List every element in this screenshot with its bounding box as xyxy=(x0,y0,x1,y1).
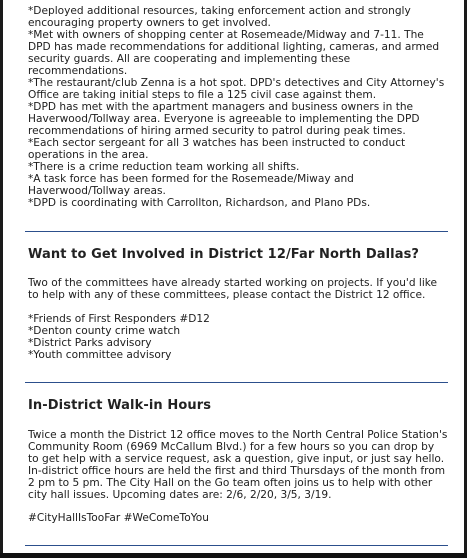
police-action-item: *DPD is coordinating with Carrollton, Richardson, and Plano PDs. xyxy=(28,197,371,209)
committee-list xyxy=(28,313,448,361)
police-action-item: *A task force has been formed for the Rosemeade/Miway and Haverwood/Tollway areas. xyxy=(28,173,354,197)
section-divider xyxy=(25,231,448,232)
get-involved-heading: Want to Get Involved in District 12/Far North Dallas? xyxy=(28,247,420,262)
bottom-border xyxy=(0,553,467,558)
committee-item: *Youth committee advisory xyxy=(28,349,172,361)
police-action-item: *DPD has met with the apartment managers and business owners in the Haverwood/Tollway area. Everyone is agreeable to implementing the DPD recommendations of hiring armed security to patrol during peak times. xyxy=(28,101,420,137)
police-action-item: *The restaurant/club Zenna is a hot spot. DPD's detectives and City Attorney's Office are taking initial steps to file a 125 civil case against them. xyxy=(28,77,445,101)
police-action-item: *Deployed additional resources, taking enforcement action and strongly encouraging property owners to get involved. xyxy=(28,5,411,29)
section-divider xyxy=(25,382,448,383)
police-action-item: *Met with owners of shopping center at Rosemeade/Midway and 7-11. The DPD has made recommendations for additional lighting, cameras, and armed security guards. All are cooperating and implementing these recommendations. xyxy=(28,29,440,77)
committee-item: *Denton county crime watch xyxy=(28,325,181,337)
get-involved-intro xyxy=(28,277,448,301)
section-divider xyxy=(25,545,448,546)
walk-in-hours-text: Twice a month the District 12 office moves to the North Central Police Station's Community Room (6969 McCallum Blvd.) for a few hours so you can drop by to get help with a service request, ask a question, give input, or just say hello. In-district office hours are held the first and third Thursdays of the month from 2 pm to 5 pm. The City Hall on the Go team often joins us to help with other city hall issues. Upcoming dates are: 2/6, 2/20, 3/5, 3/19. xyxy=(28,429,448,501)
committee-item: *District Parks advisory xyxy=(28,337,152,349)
hashtags xyxy=(28,512,448,524)
hashtag-text: #CityHallIsTooFar #WeComeToYou xyxy=(28,512,209,524)
walk-in-hours-body xyxy=(28,429,448,501)
walk-in-hours-heading: In-District Walk-in Hours xyxy=(28,398,212,413)
get-involved-text: Two of the committees have already started working on projects. If you'd like to help with any of these committees, please contact the District 12 office. xyxy=(28,277,438,301)
police-actions-list xyxy=(28,5,448,209)
committee-item: *Friends of First Responders #D12 xyxy=(28,313,210,325)
police-action-item: *There is a crime reduction team working all shifts. xyxy=(28,161,300,173)
police-action-item: *Each sector sergeant for all 3 watches has been instructed to conduct operations in the area. xyxy=(28,137,406,161)
